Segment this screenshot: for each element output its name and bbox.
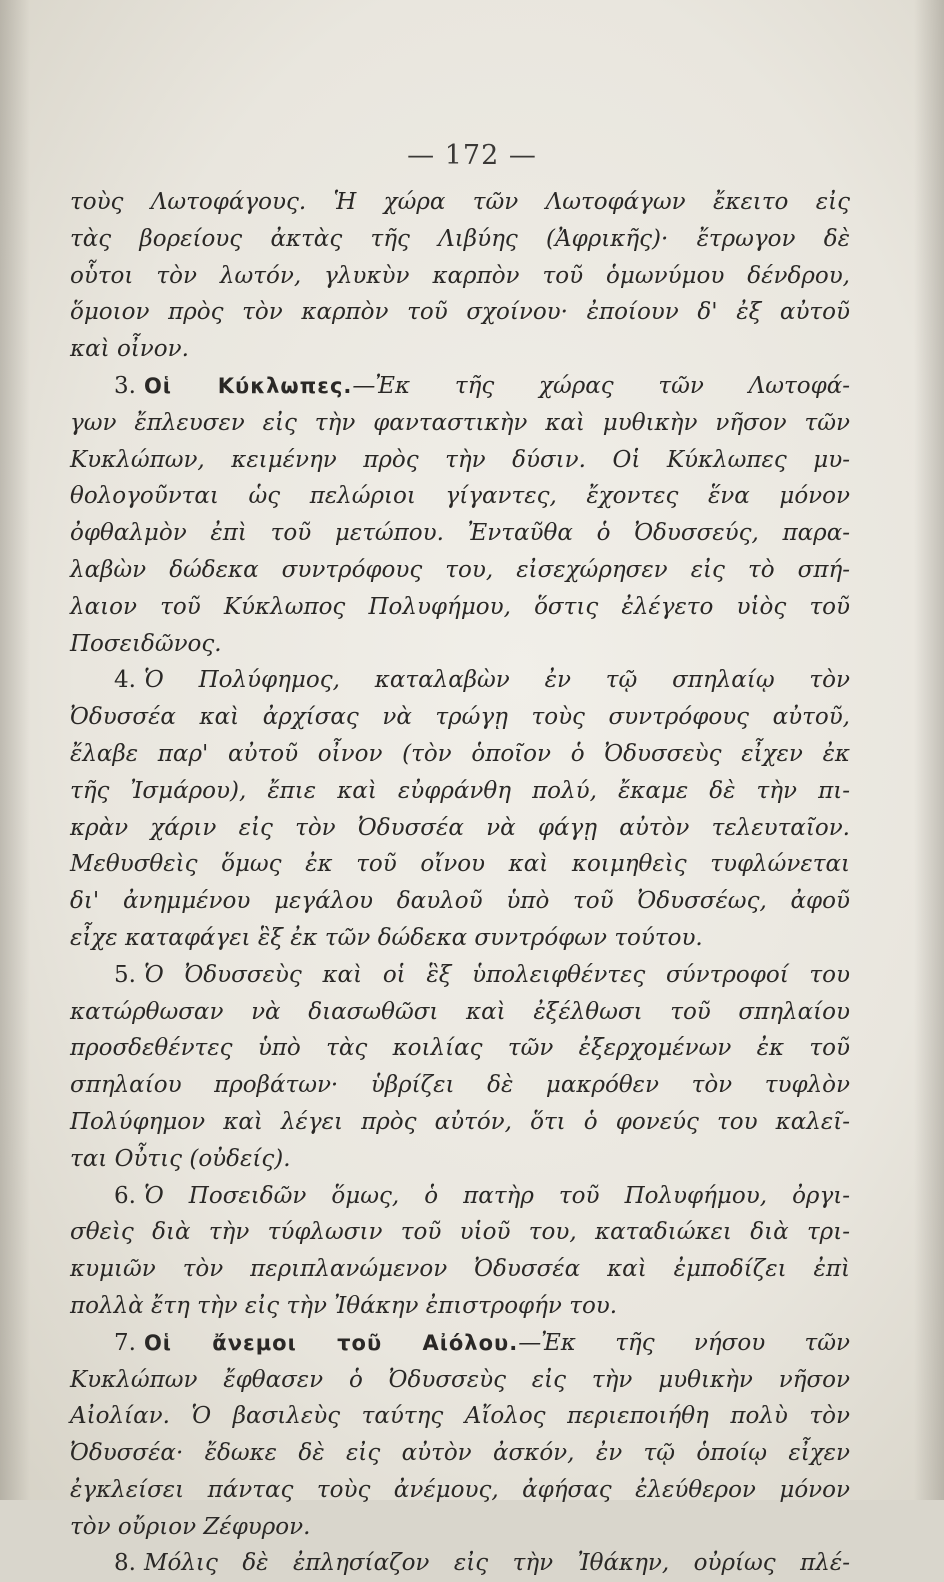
text-line: [70, 1104, 850, 1141]
text-line: [70, 920, 850, 957]
line-text: Μεθυσθεὶς ὅμως ἐκ τοῦ οἴνου καὶ κοιμηθεὶς τυφλώνεται: [70, 851, 850, 878]
text-line: [70, 258, 850, 295]
text-line: [70, 1067, 850, 1104]
text-line: [70, 221, 850, 258]
line-text: κατώρθωσαν νὰ διασωθῶσι καὶ ἐξέλθωσι τοῦ σπηλαίου: [70, 998, 850, 1025]
line-text: Πολύφημον καὶ λέγει πρὸς αὐτόν, ὅτι ὁ φονεύς του καλεῖ-: [70, 1108, 850, 1135]
line-text: λαιον τοῦ Κύκλωπος Πολυφήμου, ὅστις ἐλέγετο υἱὸς τοῦ: [70, 593, 850, 620]
section-number: 8.: [114, 1550, 136, 1577]
text-line: [70, 184, 850, 221]
text-line: [70, 1545, 850, 1582]
text-line: [70, 699, 850, 736]
page-edge-shadow-left: [0, 0, 30, 1500]
line-text: Ὀδυσσέα καὶ ἀρχίσας νὰ τρώγῃ τοὺς συντρόφους αὐτοῦ,: [70, 704, 850, 731]
line-text: προσδεθέντες ὑπὸ τὰς κοιλίας τῶν ἐξερχομένων ἐκ τοῦ: [70, 1035, 850, 1062]
text-line: [70, 1178, 850, 1215]
line-text: ἐγκλείσει πάντας τοὺς ἀνέμους, ἀφήσας ἐλεύθερον μόνον: [70, 1476, 850, 1503]
page-number: — 172 —: [407, 140, 537, 171]
section-number: 6.: [114, 1182, 136, 1209]
text-line: [70, 1288, 850, 1325]
text-line: [70, 478, 850, 515]
text-line: [70, 294, 850, 331]
section-heading: Οἱ ἄνεμοι τοῦ Αἰόλου.: [143, 1330, 519, 1355]
text-line: [70, 626, 850, 663]
text-line: [70, 552, 850, 589]
line-text: Ὁ Ποσειδῶν ὅμως, ὁ πατὴρ τοῦ Πολυφήμου, ὀργι-: [143, 1182, 850, 1209]
line-text: γων ἔπλευσεν εἰς τὴν φανταστικὴν καὶ μυθικὴν νῆσον τῶν: [70, 409, 850, 436]
text-line: [70, 662, 850, 699]
line-text: Ὁ Πολύφημος, καταλαβὼν ἐν τῷ σπηλαίῳ τὸν: [143, 667, 850, 694]
line-text: κυμιῶν τὸν περιπλανώμενον Ὀδυσσέα καὶ ἐμποδίζει ἐπὶ: [70, 1256, 850, 1283]
text-line: [70, 368, 850, 405]
text-line: [70, 1030, 850, 1067]
text-line: [70, 515, 850, 552]
line-text: —Ἐκ τῆς νήσου τῶν: [518, 1329, 850, 1356]
text-line: [70, 405, 850, 442]
section-heading: Οἱ Κύκλωπες.: [143, 373, 353, 398]
line-text: Ποσειδῶνος.: [70, 630, 222, 657]
text-line: [70, 442, 850, 479]
line-text: κρὰν χάριν εἰς τὸν Ὀδυσσέα νὰ φάγῃ αὐτὸν τελευταῖον.: [70, 814, 850, 841]
text-line: [70, 589, 850, 626]
line-text: καὶ οἶνον.: [70, 336, 189, 363]
text-line: [70, 810, 850, 847]
line-text: Κυκλώπων ἔφθασεν ὁ Ὀδυσσεὺς εἰς τὴν μυθικὴν νῆσον: [70, 1366, 850, 1393]
text-line: [70, 1251, 850, 1288]
text-line: [70, 846, 850, 883]
line-text: εἶχε καταφάγει ἓξ ἐκ τῶν δώδεκα συντρόφων τούτου.: [70, 924, 703, 951]
section-number: 5.: [114, 961, 136, 988]
body-text: [70, 184, 850, 1582]
line-text: πολλὰ ἔτη τὴν εἰς τὴν Ἰθάκην ἐπιστροφήν του.: [70, 1292, 618, 1319]
line-text: Ὁ Ὀδυσσεὺς καὶ οἱ ἓξ ὑπολειφθέντες σύντροφοί του: [143, 961, 850, 988]
text-line: [70, 1362, 850, 1399]
text-line: [70, 883, 850, 920]
line-text: Αἰολίαν. Ὁ βασιλεὺς ταύτης Αἴολος περιεποιήθη πολὺ τὸν: [70, 1403, 850, 1430]
line-text: —Ἐκ τῆς χώρας τῶν Λωτοφά-: [352, 372, 850, 399]
text-line: [70, 1325, 850, 1362]
line-text: τὰς βορείους ἀκτὰς τῆς Λιβύης (Ἀφρικῆς)· ἔτρωγον δὲ: [70, 225, 850, 252]
text-line: [70, 1214, 850, 1251]
section-number: 7.: [114, 1329, 136, 1356]
line-text: ται Οὖτις (οὐδείς).: [70, 1145, 291, 1172]
page-edge-shadow-right: [914, 0, 944, 1500]
text-line: [70, 957, 850, 994]
text-line: [70, 994, 850, 1031]
line-text: τὸν οὔριον Ζέφυρον.: [70, 1513, 311, 1540]
line-text: θολογοῦνται ὡς πελώριοι γίγαντες, ἔχοντες ἕνα μόνον: [70, 483, 850, 510]
text-line: [70, 1141, 850, 1178]
line-text: Μόλις δὲ ἐπλησίαζον εἰς τὴν Ἰθάκην, οὐρίως πλέ-: [143, 1550, 850, 1577]
line-text: ὀφθαλμὸν ἐπὶ τοῦ μετώπου. Ἐνταῦθα ὁ Ὀδυσσεύς, παρα-: [70, 520, 850, 547]
line-text: τῆς Ἰσμάρου), ἔπιε καὶ εὐφράνθη πολύ, ἔκαμε δὲ τὴν πι-: [70, 777, 850, 804]
line-text: Κυκλώπων, κειμένην πρὸς τὴν δύσιν. Οἱ Κύκλωπες μυ-: [70, 446, 850, 473]
text-line: [70, 736, 850, 773]
text-line: [70, 1472, 850, 1509]
line-text: λαβὼν δώδεκα συντρόφους του, εἰσεχώρησεν εἰς τὸ σπή-: [70, 556, 850, 583]
line-text: οὗτοι τὸν λωτόν, γλυκὺν καρπὸν τοῦ ὁμωνύμου δένδρου,: [70, 262, 850, 289]
line-text: σπηλαίου προβάτων· ὑβρίζει δὲ μακρόθεν τὸν τυφλὸν: [70, 1072, 850, 1099]
line-text: Ὀδυσσέα· ἔδωκε δὲ εἰς αὐτὸν ἀσκόν, ἐν τῷ ὁποίῳ εἶχεν: [70, 1440, 850, 1467]
section-number: 3.: [114, 372, 136, 399]
section-number: 4.: [114, 667, 136, 694]
line-text: δι' ἀνημμένου μεγάλου δαυλοῦ ὑπὸ τοῦ Ὀδυσσέως, ἀφοῦ: [70, 888, 850, 915]
text-line: [70, 331, 850, 368]
text-line: [70, 1398, 850, 1435]
text-line: [70, 1509, 850, 1546]
line-text: τοὺς Λωτοφάγους. Ἡ χώρα τῶν Λωτοφάγων ἔκειτο εἰς: [70, 189, 850, 215]
line-text: σθεὶς διὰ τὴν τύφλωσιν τοῦ υἱοῦ του, καταδιώκει διὰ τρι-: [70, 1219, 850, 1246]
text-line: [70, 773, 850, 810]
line-text: ἔλαβε παρ' αὐτοῦ οἶνον (τὸν ὁποῖον ὁ Ὀδυσσεὺς εἶχεν ἐκ: [70, 740, 850, 767]
text-line: [70, 1435, 850, 1472]
line-text: ὅμοιον πρὸς τὸν καρπὸν τοῦ σχοίνου· ἐποίουν δ' ἐξ αὐτοῦ: [70, 299, 850, 326]
